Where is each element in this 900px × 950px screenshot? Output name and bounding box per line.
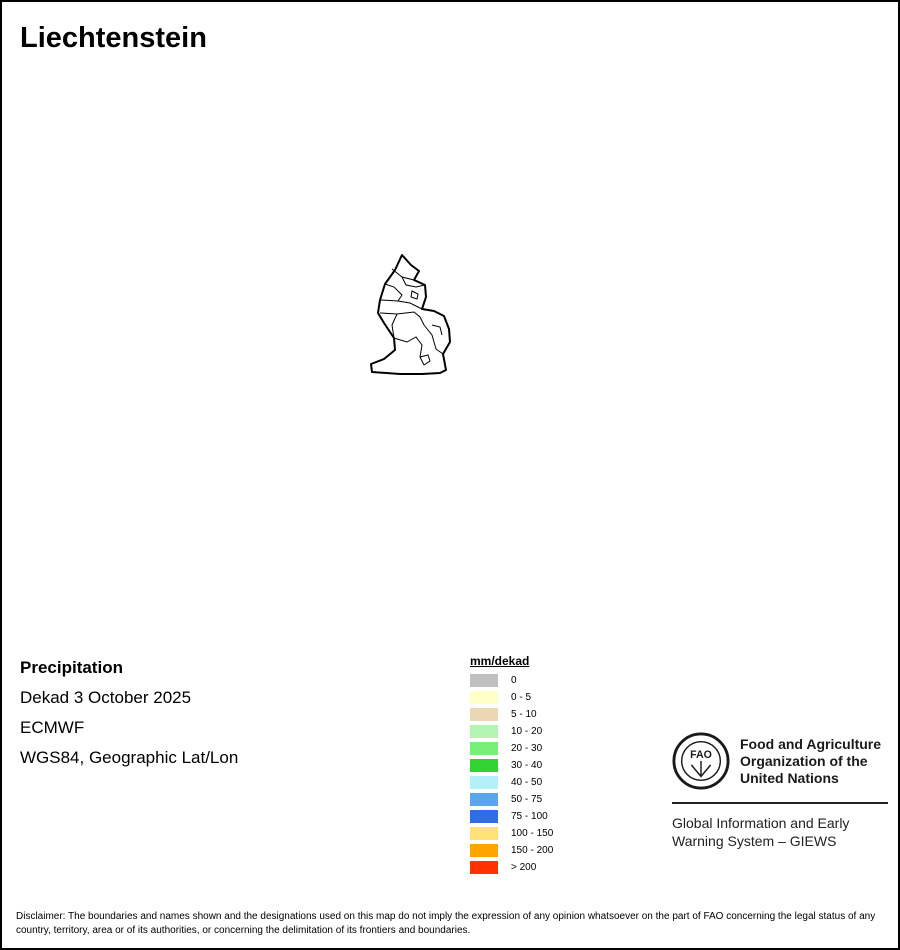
map-info: [20, 658, 238, 778]
legend-swatch: [470, 844, 498, 857]
variable-label: Precipitation: [20, 658, 123, 677]
legend-swatch: [470, 861, 498, 874]
legend: [470, 654, 553, 876]
legend-item: [470, 859, 553, 876]
legend-label: 5 - 10: [511, 709, 537, 720]
divider: [672, 802, 888, 804]
legend-unit: mm/dekad: [470, 654, 530, 668]
legend-item: [470, 774, 553, 791]
legend-swatch: [470, 674, 498, 687]
legend-label: 0: [511, 675, 517, 686]
legend-item: [470, 740, 553, 757]
legend-swatch: [470, 708, 498, 721]
legend-swatch: [470, 725, 498, 738]
legend-item: [470, 689, 553, 706]
legend-item: [470, 757, 553, 774]
legend-item: [470, 672, 553, 689]
legend-swatch: [470, 691, 498, 704]
legend-swatch: [470, 759, 498, 772]
legend-label: 20 - 30: [511, 743, 543, 754]
legend-item: [470, 842, 553, 859]
legend-item: [470, 825, 553, 842]
fao-org-line: Food and Agriculture: [740, 735, 882, 752]
period-label: Dekad 3 October 2025: [20, 688, 192, 707]
fao-logo: [672, 732, 730, 790]
legend-item: [470, 706, 553, 723]
legend-label: 150 - 200: [511, 845, 554, 856]
map-title: Liechtenstein: [20, 22, 207, 54]
legend-label: 30 - 40: [511, 760, 543, 771]
country-outline: [371, 255, 450, 374]
country-map: [362, 247, 462, 382]
fao-org-line: Organization of the: [740, 752, 868, 769]
legend-label: 75 - 100: [511, 811, 548, 822]
legend-item: [470, 791, 553, 808]
giews-line: Warning System – GIEWS: [672, 833, 837, 849]
source-label: ECMWF: [20, 718, 85, 737]
legend-label: 50 - 75: [511, 794, 543, 805]
disclaimer: Disclaimer: The boundaries and names shown and the designations used on this map do not imply the expression of any opinion whatsoever on the part of FAO concerning the legal status of any country, territory, area or of its authorities, or concerning the delimitation of its frontiers and boundaries.: [16, 911, 876, 936]
legend-swatch: [470, 827, 498, 840]
fao-branding: [672, 732, 890, 850]
logo-letters: FAO: [690, 749, 712, 762]
legend-label: > 200: [511, 862, 537, 873]
giews-name: [672, 814, 890, 850]
fao-org-line: United Nations: [740, 769, 839, 786]
legend-label: 40 - 50: [511, 777, 543, 788]
legend-swatch: [470, 742, 498, 755]
legend-label: 10 - 20: [511, 726, 543, 737]
fao-org-name: [740, 736, 881, 787]
legend-swatch: [470, 793, 498, 806]
legend-swatch: [470, 776, 498, 789]
legend-item: [470, 723, 553, 740]
legend-rows: [470, 672, 553, 876]
legend-swatch: [470, 810, 498, 823]
legend-label: 0 - 5: [511, 692, 532, 703]
legend-label: 100 - 150: [511, 828, 554, 839]
legend-item: [470, 808, 553, 825]
projection-label: WGS84, Geographic Lat/Lon: [20, 748, 239, 767]
giews-line: Global Information and Early: [672, 815, 850, 831]
